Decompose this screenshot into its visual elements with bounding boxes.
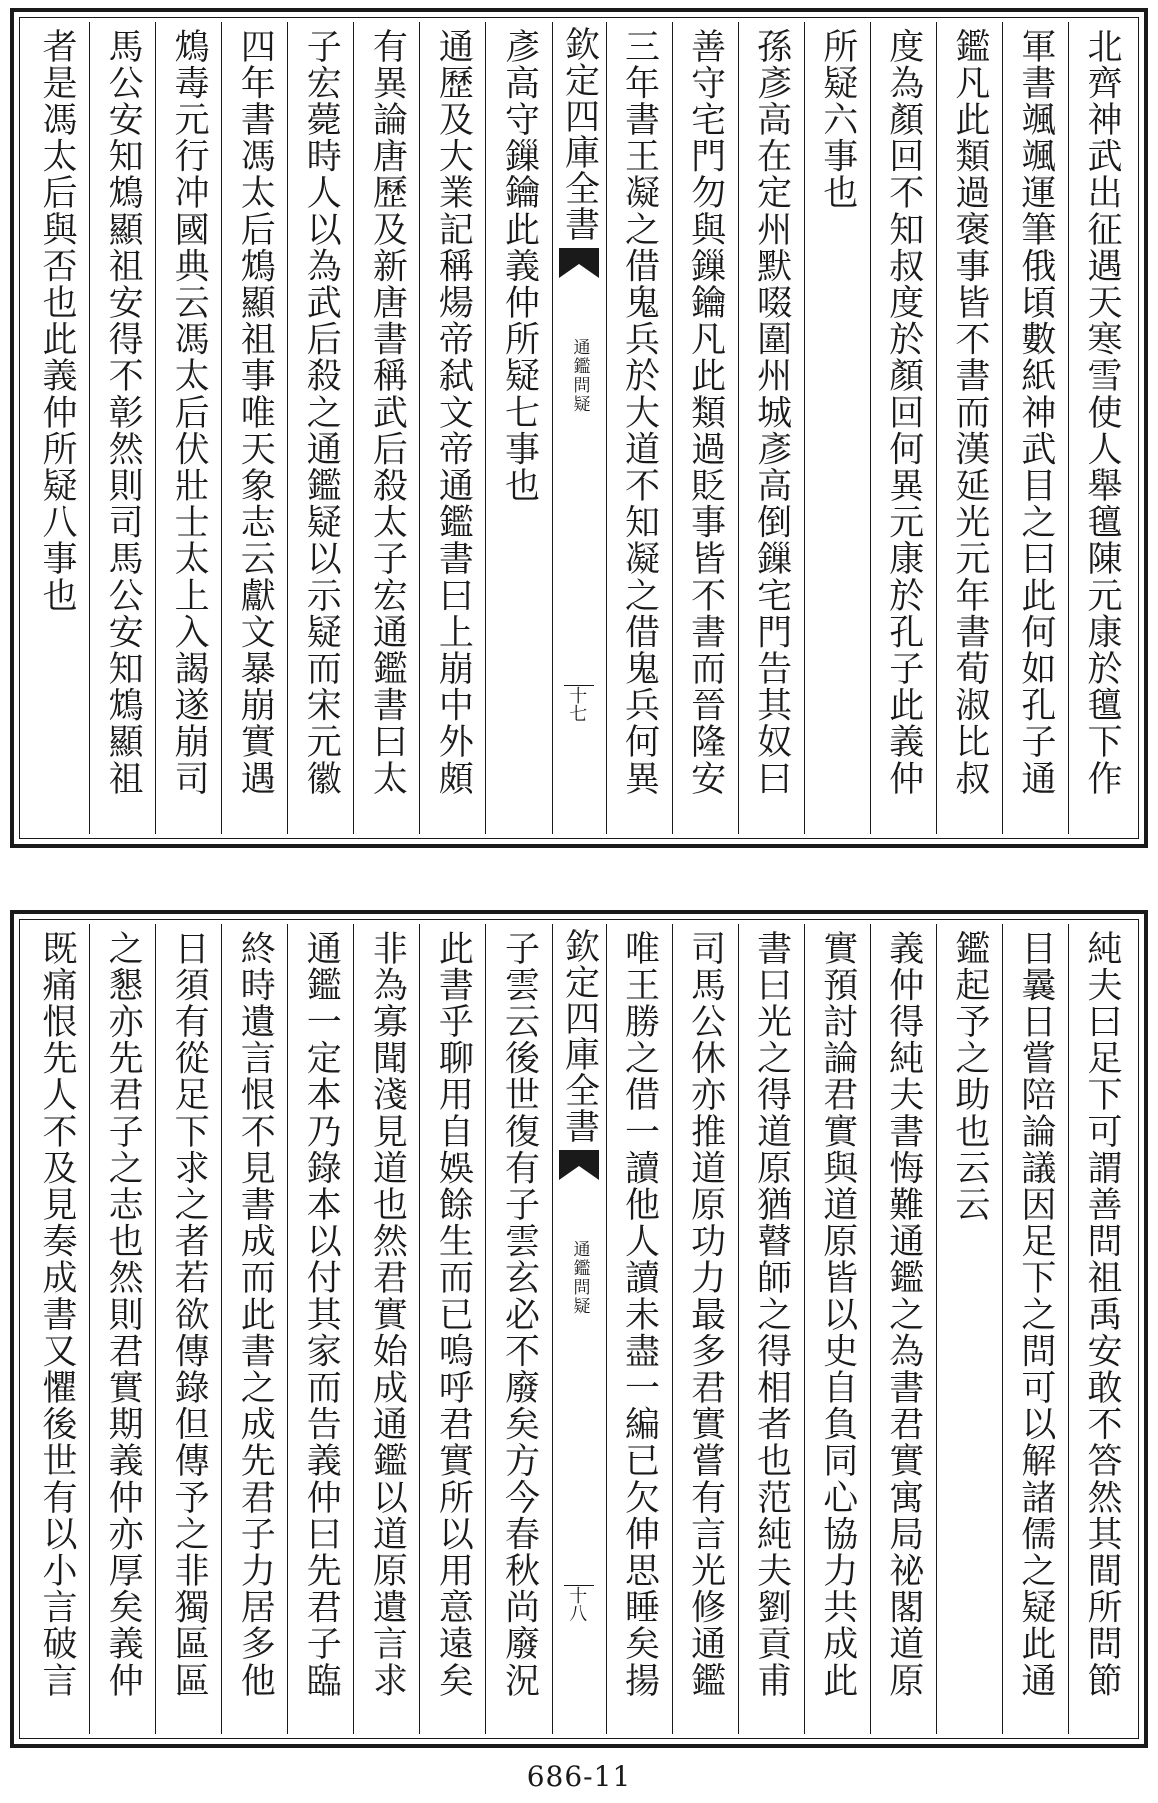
text-column	[485, 22, 551, 834]
column-text: 通鑑一定本乃錄本以付其家而告義仲曰先君子臨	[301, 930, 342, 1699]
column-text: 有異論唐歷及新唐書稱武后殺太子宏通鑑書曰太	[367, 28, 408, 797]
text-column	[1002, 22, 1068, 834]
text-column	[672, 22, 738, 834]
text-column	[804, 22, 870, 834]
column-text: 此書乎聊用自娛餘生而已嗚呼君實所以用意遠矣	[433, 930, 474, 1699]
collection-title: 欽定四庫全書	[559, 26, 600, 242]
text-columns	[24, 22, 1134, 834]
column-text: 北齊神武出征遇天寒雪使人舉氊陳元康於氊下作	[1081, 28, 1122, 797]
column-text: 唯王勝之借一讀他人讀未盡一編已欠伸思睡矣揚	[619, 930, 660, 1699]
column-text: 所疑六事也	[817, 28, 858, 211]
text-column	[155, 924, 221, 1734]
fishtail-mark-icon	[557, 1148, 601, 1182]
column-text: 馬公安知鴆顯祖安得不彰然則司馬公安知鴆顯祖	[103, 28, 144, 797]
text-column	[1002, 924, 1068, 1734]
column-text: 者是馮太后與否也此義仲所疑八事也	[37, 28, 78, 614]
text-column	[287, 22, 353, 834]
text-column	[155, 22, 221, 834]
column-text: 非為寡聞淺見道也然君實始成通鑑以道原遺言求	[367, 930, 408, 1699]
text-column	[1068, 924, 1134, 1734]
text-column	[287, 924, 353, 1734]
column-text: 三年書王凝之借鬼兵於大道不知凝之借鬼兵何異	[619, 28, 660, 797]
text-column	[89, 22, 155, 834]
text-column	[870, 924, 936, 1734]
book-title: 通鑑問疑	[569, 338, 590, 414]
text-column	[419, 924, 485, 1734]
text-column	[353, 924, 419, 1734]
column-text: 度為顏回不知叔度於顏回何異元康於孔子此義仲	[883, 28, 924, 797]
folio-page-17	[10, 8, 1148, 848]
column-text: 孫彥高在定州默啜圍州城彥高倒鏁宅門告其奴曰	[751, 28, 792, 797]
column-text: 終時遺言恨不見書成而此書之成先君子力居多他	[235, 930, 276, 1699]
folio-page-18	[10, 910, 1148, 1748]
column-text: 既痛恨先人不及見奏成書又懼後世有以小言破言	[37, 930, 78, 1699]
column-text: 鑑起予之助也云云	[949, 930, 990, 1223]
text-column	[24, 924, 89, 1734]
text-columns	[24, 924, 1134, 1734]
column-text: 四年書馮太后鴆顯祖事唯天象志云獻文暴崩實遇	[235, 28, 276, 797]
column-text: 日須有從足下求之者若欲傳錄但傳予之非獨區區	[169, 930, 210, 1699]
column-text: 鑑凡此類過褒事皆不書而漢延光元年書荀淑比叔	[949, 28, 990, 797]
column-text: 通歷及大業記稱煬帝弑文帝通鑑書曰上崩中外頗	[433, 28, 474, 797]
fishtail-mark-icon	[557, 246, 601, 280]
column-text: 書曰光之得道原猶瞽師之得相者也范純夫劉貢甫	[751, 930, 792, 1699]
text-column	[485, 924, 551, 1734]
page-number: 686-11	[526, 1760, 632, 1793]
text-column	[1068, 22, 1134, 834]
center-fold-column	[552, 924, 606, 1734]
text-column	[804, 924, 870, 1734]
text-column	[89, 924, 155, 1734]
text-column	[936, 22, 1002, 834]
collection-title: 欽定四庫全書	[559, 928, 600, 1144]
column-text: 彥高守鏁鑰此義仲所疑七事也	[499, 28, 540, 504]
text-column	[738, 924, 804, 1734]
text-column	[606, 22, 672, 834]
text-column	[353, 22, 419, 834]
text-column	[419, 22, 485, 834]
column-text: 司馬公休亦推道原功力最多君實嘗有言光修通鑑	[685, 930, 726, 1699]
column-text: 純夫曰足下可謂善問祖禹安敢不答然其間所問節	[1081, 930, 1122, 1699]
column-text: 實預討論君實與道原皆以史自負同心協力共成此	[817, 930, 858, 1699]
leaf-number: 十八	[564, 1585, 594, 1624]
column-text: 軍書颯颯運筆俄頃數紙神武目之曰此何如孔子通	[1015, 28, 1056, 797]
text-column	[738, 22, 804, 834]
leaf-number: 十七	[564, 685, 594, 724]
text-column	[24, 22, 89, 834]
column-text: 之懇亦先君子之志也然則君實期義仲亦厚矣義仲	[103, 930, 144, 1699]
column-text: 目曩日嘗陪論議因足下之問可以解諸儒之疑此通	[1015, 930, 1056, 1699]
center-fold-column	[552, 22, 606, 834]
text-column	[936, 924, 1002, 1734]
column-text: 義仲得純夫書悔難通鑑之為書君實寓局祕閣道原	[883, 930, 924, 1699]
text-column	[221, 22, 287, 834]
column-text: 善守宅門勿與鏁鑰凡此類過貶事皆不書而晉隆安	[685, 28, 726, 797]
column-text: 子宏薨時人以為武后殺之通鑑疑以示疑而宋元徽	[301, 28, 342, 797]
text-column	[606, 924, 672, 1734]
book-title: 通鑑問疑	[569, 1240, 590, 1316]
text-column	[870, 22, 936, 834]
text-column	[672, 924, 738, 1734]
text-column	[221, 924, 287, 1734]
column-text: 子雲云後世復有子雲玄必不廢矣方今春秋尚廢況	[499, 930, 540, 1699]
column-text: 鴆毒元行冲國典云馮太后伏壯士太上入謁遂崩司	[169, 28, 210, 797]
